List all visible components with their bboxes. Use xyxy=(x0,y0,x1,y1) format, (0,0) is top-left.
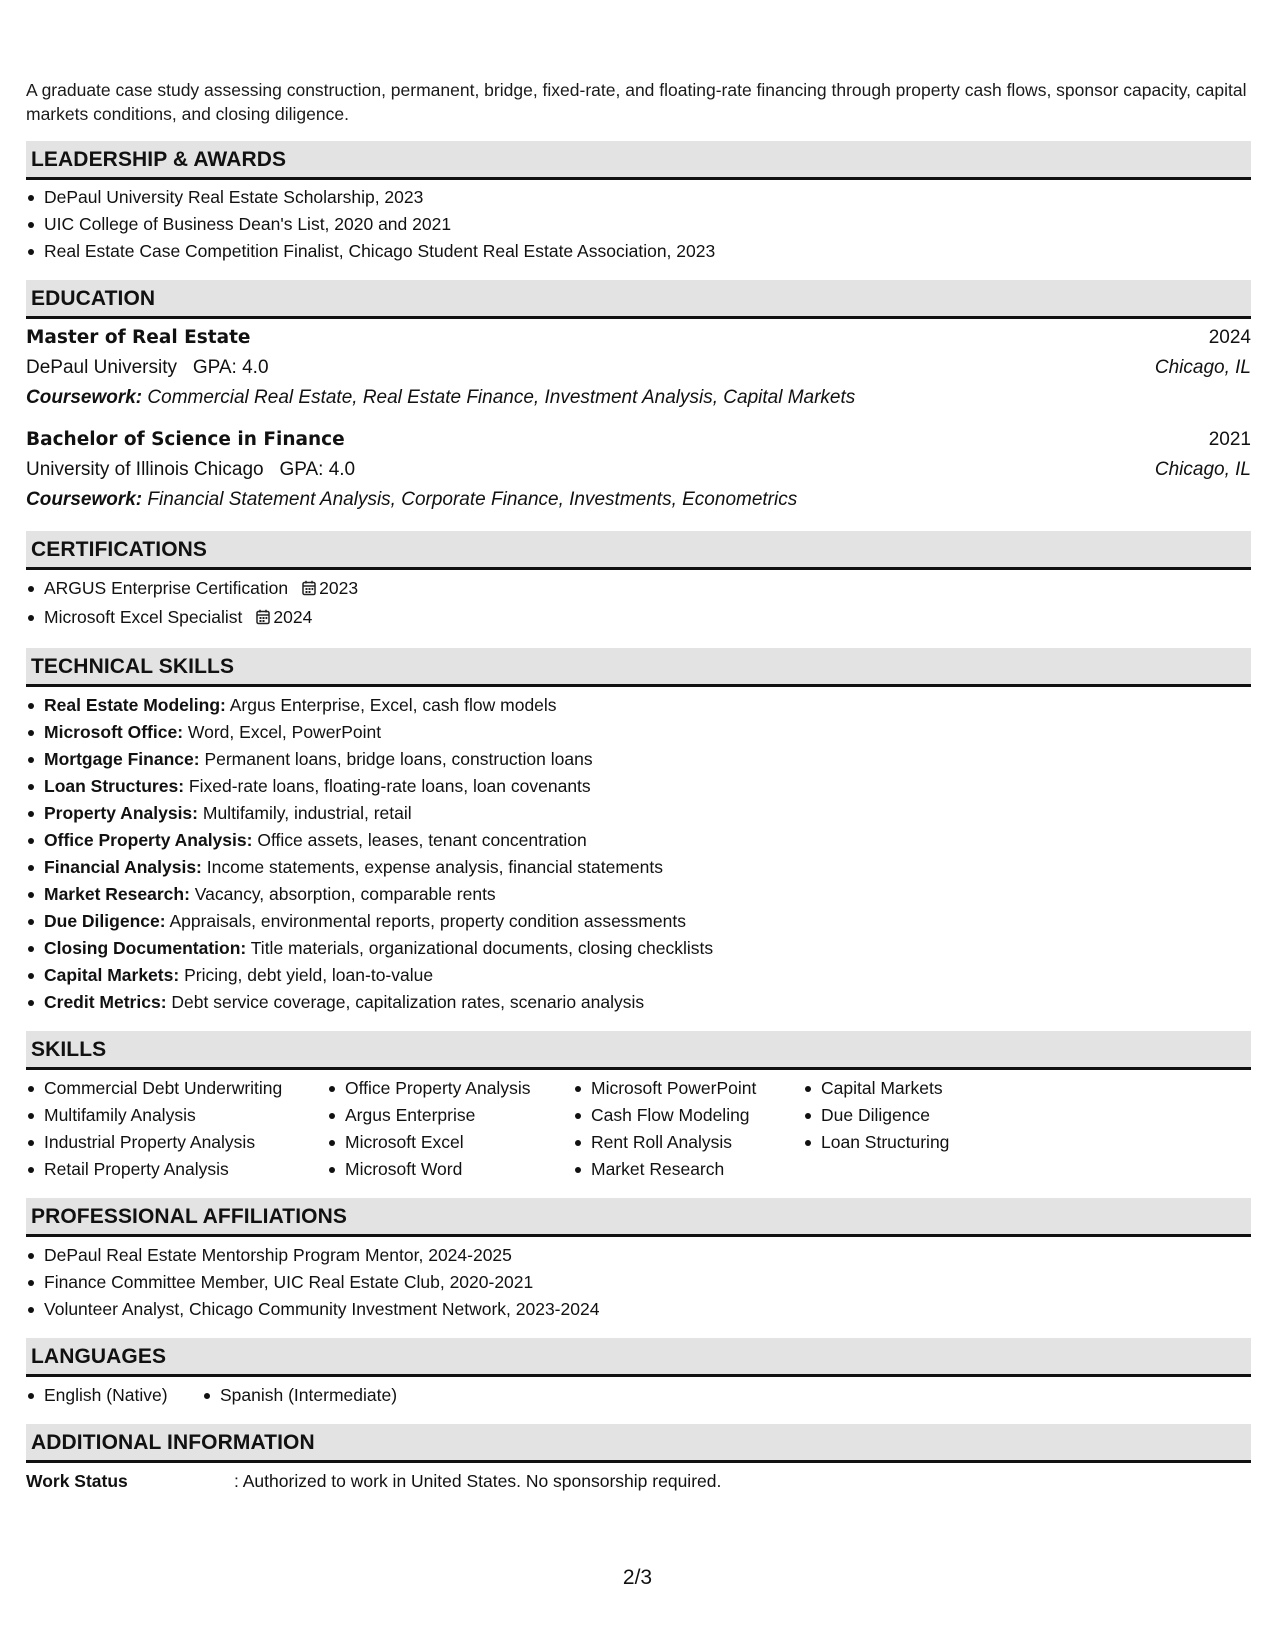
certification-year: 2023 xyxy=(319,578,359,598)
skill-category: Financial Analysis: xyxy=(44,857,202,877)
list-item xyxy=(44,935,1251,962)
list-item xyxy=(44,575,1251,604)
list-item: Microsoft Excel xyxy=(345,1129,573,1156)
list-item: Microsoft PowerPoint xyxy=(591,1075,803,1102)
skill-detail: Debt service coverage, capitalization rates, scenario analysis xyxy=(171,992,645,1012)
list-item: Real Estate Case Competition Finalist, Chicago Student Real Estate Association, 2023 xyxy=(44,238,1251,265)
list-item: Loan Structuring xyxy=(821,1129,1021,1156)
work-status-label: Work Status xyxy=(26,1471,128,1491)
school-name: DePaul University xyxy=(26,357,177,378)
skill-category: Due Diligence: xyxy=(44,911,166,931)
degree-title: Master of Real Estate xyxy=(26,327,251,348)
gpa: GPA: 4.0 xyxy=(279,459,356,480)
section-header-skills: SKILLS xyxy=(26,1031,1251,1070)
list-item: English (Native) xyxy=(44,1382,202,1409)
calendar-icon xyxy=(256,606,270,633)
technical-skills-list xyxy=(26,692,1251,1016)
calendar-icon xyxy=(302,577,316,604)
skill-detail: Appraisals, environmental reports, property condition assessments xyxy=(169,911,686,931)
graduation-year: 2021 xyxy=(1208,429,1251,450)
section-header-technical-skills: TECHNICAL SKILLS xyxy=(26,648,1251,687)
skills-column xyxy=(803,1075,1021,1183)
skill-category: Loan Structures: xyxy=(44,776,185,796)
section-header-additional-info: ADDITIONAL INFORMATION xyxy=(26,1424,1251,1463)
skills-column xyxy=(26,1075,327,1183)
education-entry xyxy=(26,323,1251,413)
degree-title: Bachelor of Science in Finance xyxy=(26,429,345,450)
list-item: Industrial Property Analysis xyxy=(44,1129,327,1156)
skills-grid xyxy=(26,1075,1251,1183)
list-item: Rent Roll Analysis xyxy=(591,1129,803,1156)
list-item xyxy=(44,827,1251,854)
skill-category: Office Property Analysis: xyxy=(44,830,253,850)
languages-list xyxy=(202,1382,397,1409)
leadership-list xyxy=(26,184,1251,265)
list-item xyxy=(44,773,1251,800)
list-item: Commercial Debt Underwriting xyxy=(44,1075,327,1102)
list-item: Due Diligence xyxy=(821,1102,1021,1129)
certification-name: Microsoft Excel Specialist xyxy=(44,607,243,627)
page-number: 2/3 xyxy=(622,1566,653,1589)
list-item xyxy=(44,854,1251,881)
list-item: Microsoft Word xyxy=(345,1156,573,1183)
coursework: Financial Statement Analysis, Corporate Finance, Investments, Econometrics xyxy=(147,489,798,510)
skill-detail: Permanent loans, bridge loans, construction loans xyxy=(204,749,593,769)
skill-category: Property Analysis: xyxy=(44,803,198,823)
skill-detail: Word, Excel, PowerPoint xyxy=(187,722,382,742)
certifications-list xyxy=(26,575,1251,633)
list-item xyxy=(44,746,1251,773)
certification-year: 2024 xyxy=(273,607,313,627)
list-item: Finance Committee Member, UIC Real Estate Club, 2020-2021 xyxy=(44,1269,1251,1296)
section-header-languages: LANGUAGES xyxy=(26,1338,1251,1377)
list-item: UIC College of Business Dean's List, 2020 and 2021 xyxy=(44,211,1251,238)
skill-detail: Income statements, expense analysis, financial statements xyxy=(206,857,663,877)
skill-category: Mortgage Finance: xyxy=(44,749,200,769)
work-status-value: : Authorized to work in United States. No sponsorship required. xyxy=(234,1471,722,1491)
education-entry xyxy=(26,425,1251,515)
list-item: Market Research xyxy=(591,1156,803,1183)
skill-detail: Title materials, organizational documents, closing checklists xyxy=(250,938,714,958)
intro-paragraph: A graduate case study assessing construction, permanent, bridge, fixed-rate, and floating-rate financing through property cash flows, sponsor capacity, capital markets conditions, and closing diligence. xyxy=(26,80,1247,124)
section-header-education: EDUCATION xyxy=(26,280,1251,319)
list-item xyxy=(44,962,1251,989)
list-item: DePaul University Real Estate Scholarship, 2023 xyxy=(44,184,1251,211)
list-item xyxy=(44,908,1251,935)
languages-list xyxy=(26,1382,202,1409)
skill-detail: Pricing, debt yield, loan-to-value xyxy=(184,965,434,985)
section-header-certifications: CERTIFICATIONS xyxy=(26,531,1251,570)
list-item: Office Property Analysis xyxy=(345,1075,573,1102)
skill-category: Capital Markets: xyxy=(44,965,180,985)
coursework-label: Coursework: xyxy=(26,387,143,408)
skill-category: Credit Metrics: xyxy=(44,992,167,1012)
list-item: Volunteer Analyst, Chicago Community Investment Network, 2023-2024 xyxy=(44,1296,1251,1323)
skill-detail: Argus Enterprise, Excel, cash flow models xyxy=(229,695,557,715)
affiliations-list xyxy=(26,1242,1251,1323)
list-item xyxy=(44,881,1251,908)
skills-column xyxy=(573,1075,803,1183)
list-item: Retail Property Analysis xyxy=(44,1156,327,1183)
school-location: Chicago, IL xyxy=(1154,459,1251,480)
skills-column xyxy=(327,1075,573,1183)
gpa: GPA: 4.0 xyxy=(192,357,269,378)
school-name: University of Illinois Chicago xyxy=(26,459,264,480)
list-item: Multifamily Analysis xyxy=(44,1102,327,1129)
resume-page xyxy=(26,0,1251,1495)
skill-category: Microsoft Office: xyxy=(44,722,184,742)
languages-row xyxy=(26,1382,1251,1409)
list-item: Cash Flow Modeling xyxy=(591,1102,803,1129)
list-item xyxy=(44,719,1251,746)
skill-detail: Vacancy, absorption, comparable rents xyxy=(194,884,496,904)
skill-category: Closing Documentation: xyxy=(44,938,247,958)
coursework-label: Coursework: xyxy=(26,489,143,510)
list-item: Argus Enterprise xyxy=(345,1102,573,1129)
list-item xyxy=(44,692,1251,719)
skill-detail: Office assets, leases, tenant concentration xyxy=(257,830,587,850)
list-item: Spanish (Intermediate) xyxy=(220,1382,397,1409)
list-item xyxy=(44,989,1251,1016)
certification-name: ARGUS Enterprise Certification xyxy=(44,578,289,598)
work-status-row xyxy=(26,1468,1251,1495)
list-item xyxy=(44,800,1251,827)
list-item: DePaul Real Estate Mentorship Program Mentor, 2024-2025 xyxy=(44,1242,1251,1269)
coursework: Commercial Real Estate, Real Estate Finance, Investment Analysis, Capital Markets xyxy=(147,387,856,408)
list-item xyxy=(44,604,1251,633)
section-header-affiliations: PROFESSIONAL AFFILIATIONS xyxy=(26,1198,1251,1237)
skill-category: Market Research: xyxy=(44,884,190,904)
skill-detail: Fixed-rate loans, floating-rate loans, loan covenants xyxy=(188,776,591,796)
graduation-year: 2024 xyxy=(1208,327,1251,348)
school-location: Chicago, IL xyxy=(1154,357,1251,378)
section-header-leadership: LEADERSHIP & AWARDS xyxy=(26,141,1251,180)
list-item: Capital Markets xyxy=(821,1075,1021,1102)
skill-detail: Multifamily, industrial, retail xyxy=(202,803,412,823)
skill-category: Real Estate Modeling: xyxy=(44,695,226,715)
